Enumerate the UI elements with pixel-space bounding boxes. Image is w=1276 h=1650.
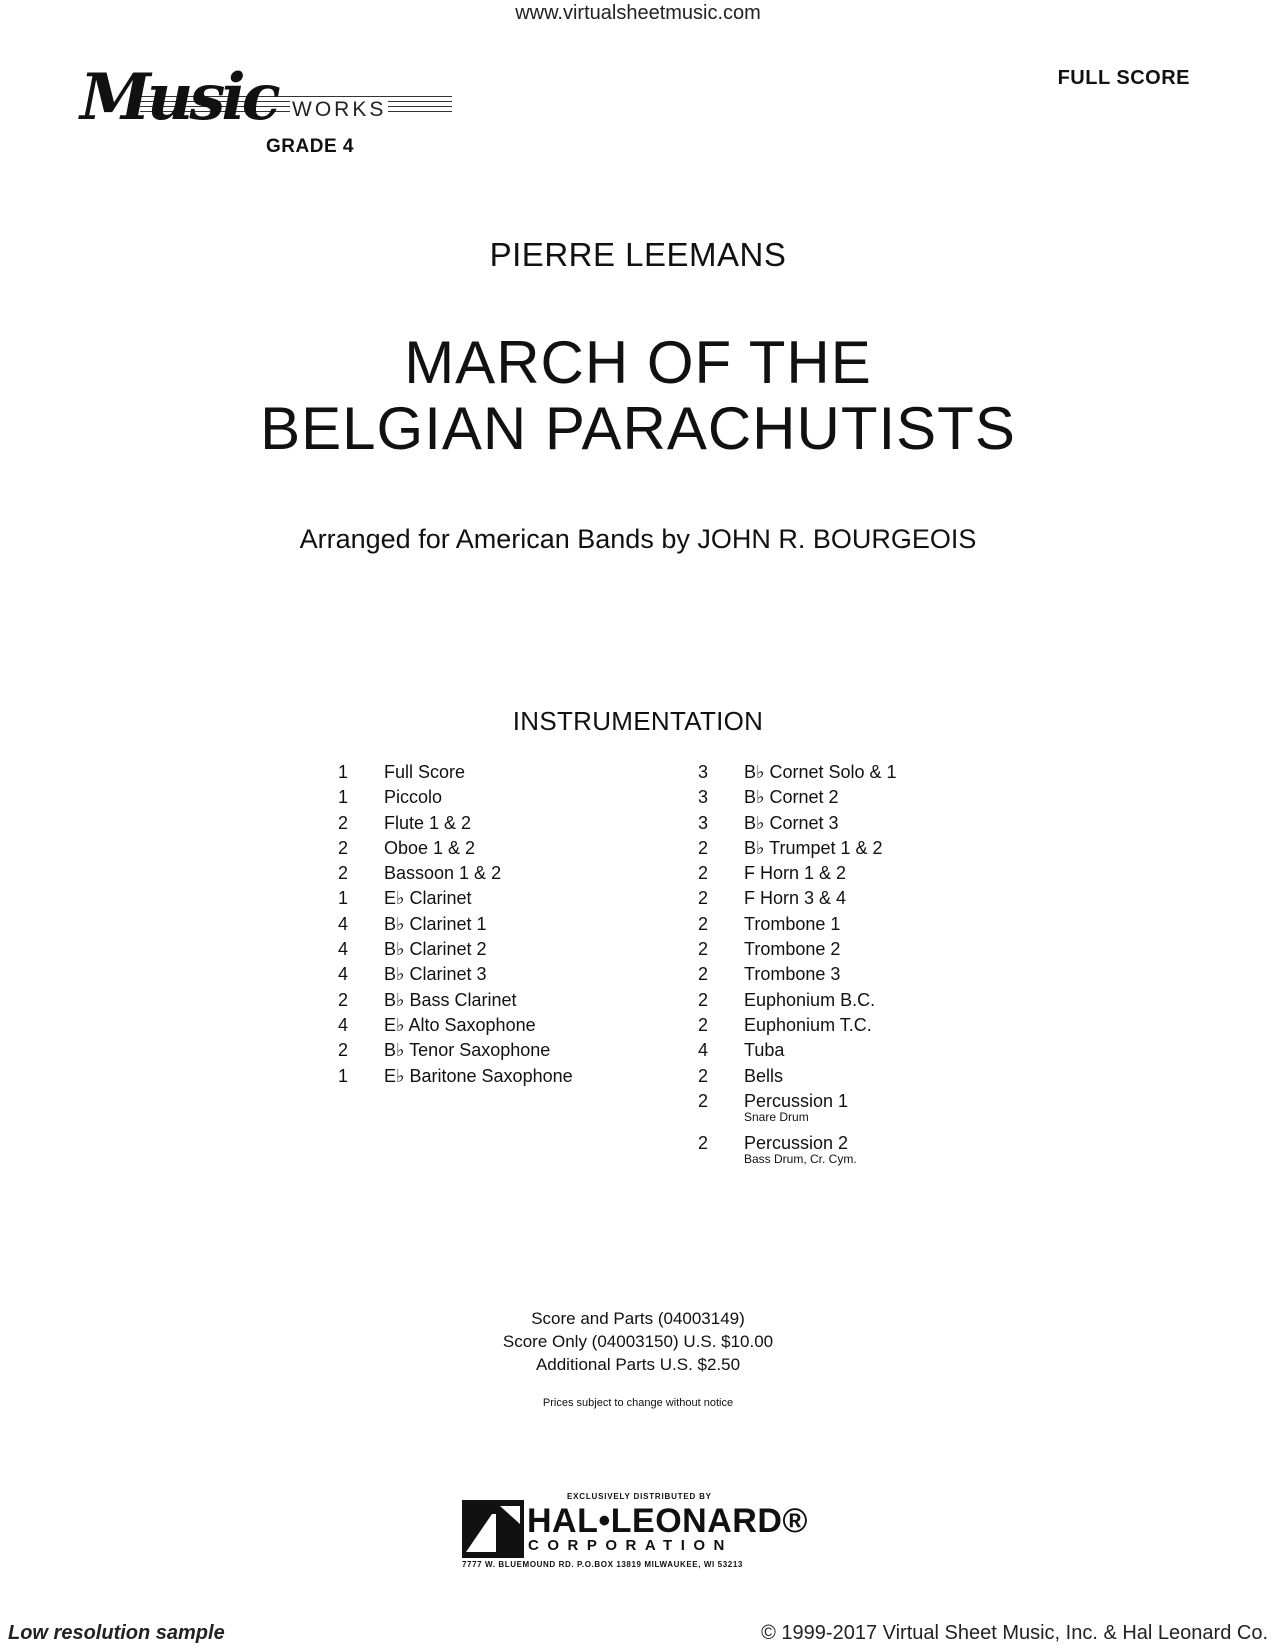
instrument-quantity: 2 bbox=[698, 939, 709, 960]
hal-leonard-mark-icon bbox=[462, 1500, 524, 1558]
instrument-quantity: 3 bbox=[698, 762, 709, 782]
instrument-quantity: 1 bbox=[338, 888, 349, 909]
hal-leonard-logo bbox=[462, 1492, 812, 1572]
instrument-quantity: 2 bbox=[338, 863, 349, 884]
instrument-name: F Horn 3 & 4 bbox=[744, 888, 847, 909]
instrument-quantity: 2 bbox=[698, 964, 709, 985]
instrument-quantity: 1 bbox=[338, 787, 349, 808]
grade-label: GRADE 4 bbox=[266, 136, 354, 157]
instrument-quantity: 2 bbox=[698, 913, 709, 934]
arranger-credit: Arranged for American Bands by JOHN R. BOURGEOIS bbox=[299, 524, 977, 554]
instrument-quantity: 4 bbox=[338, 1014, 349, 1035]
instrument-quantity: 3 bbox=[698, 787, 709, 808]
pricing-line: Score Only (04003150) U.S. $10.00 bbox=[502, 1332, 774, 1351]
pricing-line: Additional Parts U.S. $2.50 bbox=[535, 1355, 741, 1374]
pricing-block bbox=[0, 1307, 1276, 1376]
instrument-quantity: 2 bbox=[338, 837, 349, 858]
instrument-name: Piccolo bbox=[384, 787, 443, 808]
instrument-name: E♭ Clarinet bbox=[384, 888, 472, 909]
low-resolution-notice: Low resolution sample bbox=[8, 1622, 225, 1644]
instrument-name: B♭ Trumpet 1 & 2 bbox=[744, 837, 883, 858]
instrument-quantity: 2 bbox=[338, 989, 349, 1010]
instrument-detail: Bass Drum, Cr. Cym. bbox=[744, 1151, 857, 1166]
instrument-name: Flute 1 & 2 bbox=[384, 812, 472, 833]
instrument-quantity: 2 bbox=[338, 812, 349, 833]
instrument-name: B♭ Cornet 3 bbox=[744, 812, 839, 833]
instrument-quantity: 2 bbox=[698, 989, 709, 1010]
pricing-line: Score and Parts (04003149) bbox=[531, 1309, 745, 1328]
instrumentation-heading: INSTRUMENTATION bbox=[512, 706, 764, 736]
instrument-name: Euphonium T.C. bbox=[744, 1014, 872, 1035]
instrument-detail: Snare Drum bbox=[744, 1109, 809, 1124]
full-score-label: FULL SCORE bbox=[1057, 67, 1190, 89]
title-line-1: MARCH OF THE bbox=[404, 329, 872, 396]
instrument-name: Percussion 2 bbox=[744, 1132, 849, 1153]
distributed-label: EXCLUSIVELY DISTRIBUTED BY bbox=[567, 1492, 712, 1501]
instrument-quantity: 2 bbox=[698, 888, 709, 909]
logo-script: Music bbox=[80, 60, 277, 135]
instrument-quantity: 2 bbox=[338, 1040, 349, 1061]
instrument-name: E♭ Baritone Saxophone bbox=[384, 1065, 573, 1086]
instrument-name: F Horn 1 & 2 bbox=[744, 863, 847, 884]
instrument-quantity: 2 bbox=[698, 863, 709, 884]
instrument-quantity: 2 bbox=[698, 837, 709, 858]
instrument-name: Bassoon 1 & 2 bbox=[384, 863, 502, 884]
instrument-name: B♭ Bass Clarinet bbox=[384, 989, 517, 1010]
instrument-quantity: 2 bbox=[698, 1090, 709, 1111]
logo-works: WORKS bbox=[292, 98, 387, 121]
instrument-name: Euphonium B.C. bbox=[744, 989, 876, 1010]
publisher-address: 7777 W. BLUEMOUND RD. P.O.BOX 13819 MILWAUKEE, WI 53213 bbox=[462, 1560, 743, 1569]
instrument-quantity: 1 bbox=[338, 762, 349, 782]
price-notice: Prices subject to change without notice bbox=[542, 1397, 734, 1409]
instrument-quantity: 4 bbox=[698, 1040, 709, 1061]
instrument-name: Tuba bbox=[744, 1040, 785, 1061]
instrument-name: Full Score bbox=[384, 762, 466, 782]
publisher-name: HAL•LEONARD® bbox=[527, 1502, 808, 1540]
instrument-quantity: 2 bbox=[698, 1014, 709, 1035]
instrument-name: B♭ Cornet 2 bbox=[744, 787, 839, 808]
instrument-quantity: 4 bbox=[338, 913, 349, 934]
instrument-quantity: 2 bbox=[698, 1065, 709, 1086]
instrument-name: B♭ Tenor Saxophone bbox=[384, 1040, 551, 1061]
instrument-name: Trombone 3 bbox=[744, 964, 841, 985]
instrument-name: B♭ Clarinet 2 bbox=[384, 939, 487, 960]
instrument-name: Oboe 1 & 2 bbox=[384, 837, 476, 858]
instrument-name: E♭ Alto Saxophone bbox=[384, 1014, 536, 1035]
instrument-name: Trombone 2 bbox=[744, 939, 841, 960]
instrument-name: Trombone 1 bbox=[744, 913, 841, 934]
copyright-notice: © 1999-2017 Virtual Sheet Music, Inc. & Hal Leonard Co. bbox=[761, 1622, 1268, 1644]
instrument-name: Percussion 1 bbox=[744, 1090, 849, 1111]
instrument-quantity: 4 bbox=[338, 939, 349, 960]
instrument-quantity: 3 bbox=[698, 812, 709, 833]
piece-title bbox=[0, 330, 1276, 462]
instrument-name: B♭ Clarinet 3 bbox=[384, 964, 487, 985]
composer-name: PIERRE LEEMANS bbox=[489, 236, 787, 273]
instrument-quantity: 4 bbox=[338, 964, 349, 985]
instrument-name: B♭ Cornet Solo & 1 bbox=[744, 762, 897, 782]
title-line-2: BELGIAN PARACHUTISTS bbox=[260, 395, 1016, 462]
instrument-quantity: 2 bbox=[698, 1132, 709, 1153]
instrument-quantity: 1 bbox=[338, 1065, 349, 1086]
instrument-name: B♭ Clarinet 1 bbox=[384, 913, 487, 934]
publisher-corporation: CORPORATION bbox=[528, 1537, 733, 1554]
instrument-name: Bells bbox=[744, 1065, 784, 1086]
watermark-url: www.virtualsheetmusic.com bbox=[515, 2, 761, 24]
